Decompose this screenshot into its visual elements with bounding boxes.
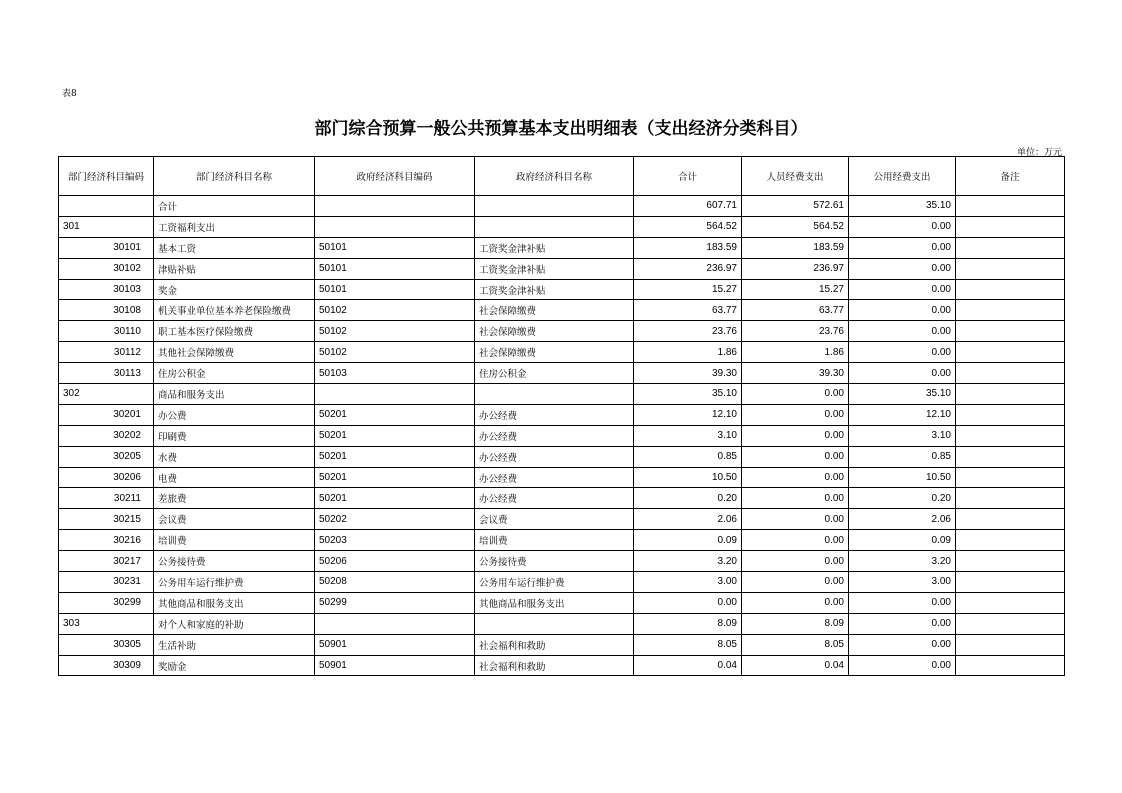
cell-gov-name: 培训费: [475, 530, 634, 551]
cell-note: [956, 613, 1065, 634]
cell-public: 0.00: [849, 279, 956, 300]
cell-note: [956, 634, 1065, 655]
cell-total: 39.30: [634, 363, 742, 384]
cell-note: [956, 404, 1065, 425]
cell-gov-name: 住房公积金: [475, 363, 634, 384]
cell-public: 10.50: [849, 467, 956, 488]
cell-total: 23.76: [634, 321, 742, 342]
cell-gov-code: 50201: [315, 446, 475, 467]
cell-note: [956, 279, 1065, 300]
cell-note: [956, 655, 1065, 676]
cell-dept-name: 工资福利支出: [154, 216, 315, 237]
table-row: [59, 384, 1065, 405]
cell-public: 0.00: [849, 592, 956, 613]
cell-public: 35.10: [849, 384, 956, 405]
cell-dept-name: 印刷费: [154, 425, 315, 446]
cell-gov-name: 办公经费: [475, 425, 634, 446]
cell-dept-code: 30202: [59, 425, 154, 446]
cell-dept-name: 生活补助: [154, 634, 315, 655]
cell-public: 0.85: [849, 446, 956, 467]
cell-personnel: 0.00: [742, 425, 849, 446]
cell-gov-name: 办公经费: [475, 446, 634, 467]
cell-public: 0.00: [849, 237, 956, 258]
header-dept-name: 部门经济科目名称: [154, 157, 315, 196]
cell-personnel: 0.00: [742, 530, 849, 551]
table-row: [59, 237, 1065, 258]
cell-dept-name: 公务用车运行维护费: [154, 572, 315, 593]
cell-gov-code: 50201: [315, 488, 475, 509]
cell-note: [956, 258, 1065, 279]
cell-total: 564.52: [634, 216, 742, 237]
cell-note: [956, 237, 1065, 258]
cell-note: [956, 488, 1065, 509]
cell-total: 0.00: [634, 592, 742, 613]
cell-dept-name: 差旅费: [154, 488, 315, 509]
cell-dept-name: 合计: [154, 196, 315, 217]
header-dept-code: 部门经济科目编码: [59, 157, 154, 196]
cell-dept-name: 奖励金: [154, 655, 315, 676]
cell-gov-name: 其他商品和服务支出: [475, 592, 634, 613]
table-row: [59, 446, 1065, 467]
cell-note: [956, 509, 1065, 530]
cell-note: [956, 592, 1065, 613]
cell-dept-name: 津贴补贴: [154, 258, 315, 279]
cell-note: [956, 425, 1065, 446]
cell-total: 8.09: [634, 613, 742, 634]
cell-gov-code: 50102: [315, 342, 475, 363]
budget-detail-table: [58, 156, 1065, 676]
table-row: [59, 300, 1065, 321]
cell-public: 35.10: [849, 196, 956, 217]
cell-public: 0.00: [849, 634, 956, 655]
table-number-label: 表8: [62, 89, 77, 99]
cell-note: [956, 196, 1065, 217]
cell-dept-name: 其他商品和服务支出: [154, 592, 315, 613]
cell-dept-code: 30299: [59, 592, 154, 613]
cell-gov-name: 办公经费: [475, 467, 634, 488]
cell-note: [956, 467, 1065, 488]
header-gov-code: 政府经济科目编码: [315, 157, 475, 196]
header-personnel: 人员经费支出: [742, 157, 849, 196]
cell-personnel: 0.00: [742, 509, 849, 530]
cell-personnel: 0.00: [742, 446, 849, 467]
cell-personnel: 0.00: [742, 551, 849, 572]
cell-total: 0.85: [634, 446, 742, 467]
cell-gov-name: [475, 216, 634, 237]
table-row: [59, 488, 1065, 509]
cell-dept-name: 机关事业单位基本养老保险缴费: [154, 300, 315, 321]
cell-total: 12.10: [634, 404, 742, 425]
cell-gov-code: [315, 196, 475, 217]
table-row: [59, 572, 1065, 593]
unit-label: 单位：万元: [1016, 148, 1062, 158]
cell-dept-code: 30112: [59, 342, 154, 363]
cell-public: 0.00: [849, 216, 956, 237]
cell-dept-code: [59, 196, 154, 217]
cell-gov-code: 50201: [315, 467, 475, 488]
cell-dept-code: 301: [59, 216, 154, 237]
cell-dept-name: 基本工资: [154, 237, 315, 258]
cell-public: 0.00: [849, 613, 956, 634]
cell-gov-name: 社会保障缴费: [475, 321, 634, 342]
cell-gov-code: 50102: [315, 300, 475, 321]
cell-dept-code: 303: [59, 613, 154, 634]
cell-personnel: 236.97: [742, 258, 849, 279]
cell-dept-code: 30231: [59, 572, 154, 593]
cell-personnel: 572.61: [742, 196, 849, 217]
cell-dept-code: 30103: [59, 279, 154, 300]
cell-gov-name: 办公经费: [475, 488, 634, 509]
cell-dept-code: 30206: [59, 467, 154, 488]
cell-dept-code: 30205: [59, 446, 154, 467]
cell-total: 15.27: [634, 279, 742, 300]
cell-dept-name: 办公费: [154, 404, 315, 425]
cell-gov-code: [315, 216, 475, 237]
cell-public: 0.00: [849, 258, 956, 279]
cell-gov-code: 50102: [315, 321, 475, 342]
cell-note: [956, 300, 1065, 321]
cell-total: 3.10: [634, 425, 742, 446]
cell-note: [956, 446, 1065, 467]
cell-dept-code: 30102: [59, 258, 154, 279]
table-row: [59, 655, 1065, 676]
cell-note: [956, 216, 1065, 237]
table-row: [59, 509, 1065, 530]
cell-gov-name: 工资奖金津补贴: [475, 258, 634, 279]
cell-total: 10.50: [634, 467, 742, 488]
cell-dept-code: 30215: [59, 509, 154, 530]
cell-dept-name: 商品和服务支出: [154, 384, 315, 405]
table-row: [59, 551, 1065, 572]
table-row: [59, 425, 1065, 446]
cell-personnel: 0.00: [742, 384, 849, 405]
cell-total: 0.09: [634, 530, 742, 551]
cell-note: [956, 530, 1065, 551]
cell-dept-code: 30113: [59, 363, 154, 384]
cell-dept-name: 水费: [154, 446, 315, 467]
cell-total: 0.04: [634, 655, 742, 676]
cell-personnel: 15.27: [742, 279, 849, 300]
table-row: [59, 404, 1065, 425]
cell-personnel: 63.77: [742, 300, 849, 321]
cell-note: [956, 363, 1065, 384]
cell-total: 35.10: [634, 384, 742, 405]
cell-gov-name: [475, 384, 634, 405]
cell-total: 8.05: [634, 634, 742, 655]
cell-public: 0.00: [849, 363, 956, 384]
cell-dept-code: 30110: [59, 321, 154, 342]
cell-dept-code: 30217: [59, 551, 154, 572]
cell-personnel: 0.00: [742, 572, 849, 593]
cell-gov-code: [315, 613, 475, 634]
header-total: 合计: [634, 157, 742, 196]
cell-public: 0.00: [849, 300, 956, 321]
cell-total: 63.77: [634, 300, 742, 321]
table-row: [59, 321, 1065, 342]
cell-public: 3.00: [849, 572, 956, 593]
cell-total: 607.71: [634, 196, 742, 217]
table-row: [59, 592, 1065, 613]
page-title: 部门综合预算一般公共预算基本支出明细表（支出经济分类科目）: [314, 119, 808, 139]
cell-gov-code: 50208: [315, 572, 475, 593]
cell-public: 12.10: [849, 404, 956, 425]
cell-gov-code: 50101: [315, 258, 475, 279]
header-note: 备注: [956, 157, 1065, 196]
cell-total: 3.00: [634, 572, 742, 593]
cell-note: [956, 384, 1065, 405]
cell-gov-code: 50299: [315, 592, 475, 613]
cell-total: 1.86: [634, 342, 742, 363]
cell-gov-name: [475, 613, 634, 634]
cell-gov-code: 50201: [315, 404, 475, 425]
cell-note: [956, 551, 1065, 572]
cell-dept-name: 职工基本医疗保险缴费: [154, 321, 315, 342]
cell-gov-code: 50901: [315, 655, 475, 676]
cell-dept-code: 30101: [59, 237, 154, 258]
cell-personnel: 183.59: [742, 237, 849, 258]
cell-gov-code: 50206: [315, 551, 475, 572]
cell-dept-name: 奖金: [154, 279, 315, 300]
cell-gov-code: 50101: [315, 237, 475, 258]
cell-gov-name: [475, 196, 634, 217]
cell-dept-code: 30309: [59, 655, 154, 676]
cell-total: 236.97: [634, 258, 742, 279]
cell-gov-name: 社会福利和救助: [475, 634, 634, 655]
table-row: [59, 530, 1065, 551]
table-row: [59, 613, 1065, 634]
table-row: [59, 363, 1065, 384]
cell-personnel: 0.00: [742, 592, 849, 613]
table-row: [59, 634, 1065, 655]
cell-gov-name: 社会保障缴费: [475, 300, 634, 321]
cell-gov-name: 办公经费: [475, 404, 634, 425]
cell-dept-name: 其他社会保障缴费: [154, 342, 315, 363]
cell-total: 2.06: [634, 509, 742, 530]
cell-personnel: 39.30: [742, 363, 849, 384]
cell-gov-name: 工资奖金津补贴: [475, 279, 634, 300]
cell-public: 0.00: [849, 321, 956, 342]
cell-dept-name: 会议费: [154, 509, 315, 530]
cell-public: 3.10: [849, 425, 956, 446]
cell-personnel: 8.05: [742, 634, 849, 655]
cell-total: 0.20: [634, 488, 742, 509]
cell-dept-name: 培训费: [154, 530, 315, 551]
cell-gov-code: [315, 384, 475, 405]
cell-gov-name: 公务接待费: [475, 551, 634, 572]
table-row: [59, 279, 1065, 300]
cell-dept-name: 对个人和家庭的补助: [154, 613, 315, 634]
cell-dept-name: 公务接待费: [154, 551, 315, 572]
cell-gov-code: 50201: [315, 425, 475, 446]
cell-dept-code: 30216: [59, 530, 154, 551]
cell-dept-code: 30305: [59, 634, 154, 655]
cell-public: 0.20: [849, 488, 956, 509]
cell-gov-code: 50203: [315, 530, 475, 551]
table-row: [59, 467, 1065, 488]
table-row: [59, 196, 1065, 217]
cell-dept-name: 住房公积金: [154, 363, 315, 384]
cell-gov-name: 会议费: [475, 509, 634, 530]
cell-public: 0.00: [849, 655, 956, 676]
cell-gov-name: 社会福利和救助: [475, 655, 634, 676]
cell-personnel: 8.09: [742, 613, 849, 634]
cell-personnel: 0.00: [742, 404, 849, 425]
cell-public: 2.06: [849, 509, 956, 530]
cell-personnel: 564.52: [742, 216, 849, 237]
header-gov-name: 政府经济科目名称: [475, 157, 634, 196]
cell-personnel: 23.76: [742, 321, 849, 342]
cell-public: 3.20: [849, 551, 956, 572]
cell-dept-code: 30108: [59, 300, 154, 321]
cell-gov-code: 50901: [315, 634, 475, 655]
cell-gov-name: 社会保障缴费: [475, 342, 634, 363]
cell-gov-code: 50101: [315, 279, 475, 300]
cell-total: 183.59: [634, 237, 742, 258]
cell-dept-code: 302: [59, 384, 154, 405]
cell-personnel: 0.00: [742, 467, 849, 488]
cell-personnel: 0.00: [742, 488, 849, 509]
cell-note: [956, 342, 1065, 363]
table-row: [59, 342, 1065, 363]
cell-dept-code: 30211: [59, 488, 154, 509]
cell-gov-code: 50103: [315, 363, 475, 384]
cell-gov-name: 工资奖金津补贴: [475, 237, 634, 258]
cell-total: 3.20: [634, 551, 742, 572]
table-row: [59, 216, 1065, 237]
header-public: 公用经费支出: [849, 157, 956, 196]
cell-dept-code: 30201: [59, 404, 154, 425]
table-row: [59, 258, 1065, 279]
cell-note: [956, 572, 1065, 593]
cell-public: 0.09: [849, 530, 956, 551]
cell-personnel: 1.86: [742, 342, 849, 363]
cell-personnel: 0.04: [742, 655, 849, 676]
cell-gov-code: 50202: [315, 509, 475, 530]
cell-note: [956, 321, 1065, 342]
cell-dept-name: 电费: [154, 467, 315, 488]
table-header-row: [59, 157, 1065, 196]
cell-public: 0.00: [849, 342, 956, 363]
cell-gov-name: 公务用车运行维护费: [475, 572, 634, 593]
